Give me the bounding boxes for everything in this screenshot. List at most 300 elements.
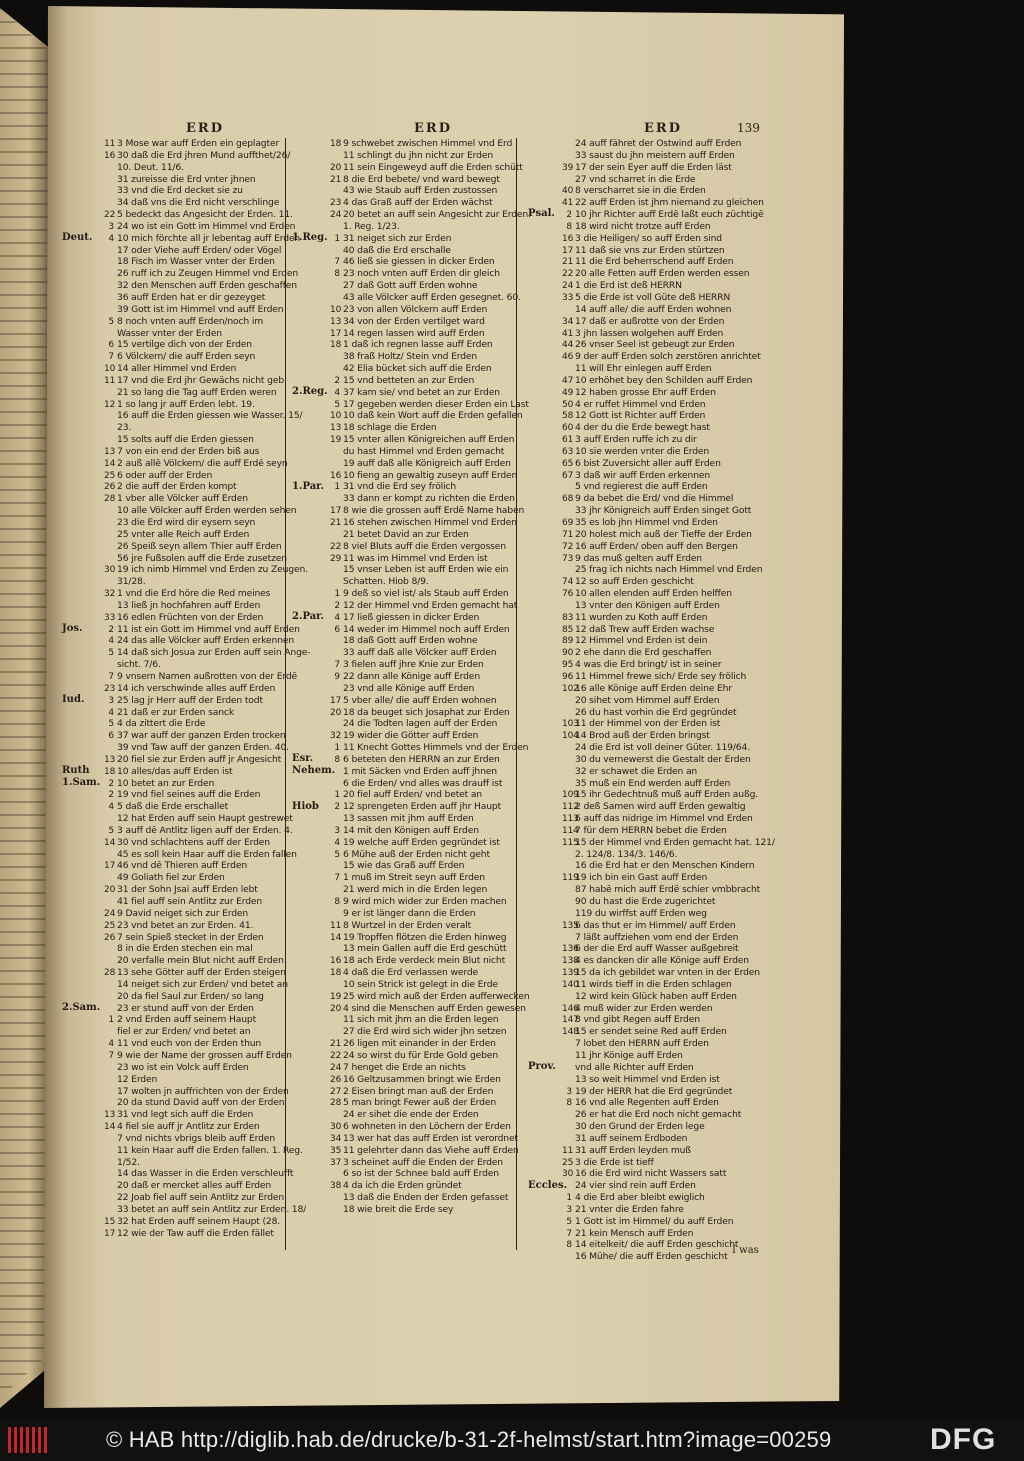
- entry-text: vnd alle Richter auff Erden: [575, 1061, 694, 1073]
- chapter-number: 30: [330, 1122, 342, 1133]
- index-entry: [104, 1145, 310, 1157]
- entry-text: 8 Wurtzel in der Erden veralt: [343, 919, 472, 931]
- entry-text: 1 die Erd ist deß HERRN: [575, 280, 682, 292]
- chapter-number: 73: [562, 553, 574, 564]
- entry-text: 4 fiel sie auff jr Antlitz zur Erden: [117, 1121, 260, 1133]
- index-entry: [330, 576, 531, 588]
- index-entry: [330, 813, 531, 825]
- index-entry: [562, 1109, 775, 1121]
- entry-text: 8 noch vnten auff Erden/noch im: [117, 315, 264, 327]
- index-entry: [330, 1168, 531, 1180]
- index-entry: [562, 304, 775, 316]
- entry-text: 20 daß er mercket alles auff Erden: [117, 1180, 272, 1192]
- index-entry: [562, 280, 775, 292]
- book-abbreviation: Hiob: [292, 800, 319, 812]
- entry-text: 17 wolten jn auffrichten von der Erden: [117, 1085, 289, 1097]
- chapter-number: 3: [334, 825, 340, 836]
- chapter-number: 6: [334, 624, 340, 635]
- entry-text: 26 ligen mit einander in der Erden: [343, 1038, 496, 1050]
- catchword: I was: [732, 1245, 759, 1256]
- entry-text: 21 vnter die Erden fahre: [575, 1203, 684, 1215]
- chapter-number: 4: [334, 837, 340, 848]
- index-entry: [330, 280, 531, 292]
- chapter-number: 1: [334, 743, 340, 754]
- chapter-number: 95: [562, 660, 574, 671]
- entry-text: 15 solts auff die Erden giessen: [117, 434, 254, 446]
- index-entry: [562, 576, 775, 588]
- index-entry: [330, 979, 531, 991]
- entry-text: 1. Reg. 1/23.: [343, 220, 400, 232]
- chapter-number: 9: [334, 671, 340, 682]
- running-head-col3: ERD: [644, 121, 682, 136]
- index-entry: [330, 872, 531, 884]
- entry-text: 6 beteten den HERRN an zur Erden: [343, 753, 500, 765]
- entry-text: 18 Fisch im Wasser vnter der Erden: [117, 256, 275, 268]
- chapter-number: 8: [334, 754, 340, 765]
- entry-text: 56 jre Fußsolen auff die Erde zusetzen: [117, 552, 287, 564]
- chapter-number: 60: [562, 423, 574, 434]
- chapter-number: 20: [330, 707, 342, 718]
- chapter-number: 8: [566, 1098, 572, 1109]
- entry-text: 23.: [117, 422, 132, 434]
- index-entry: [562, 1038, 775, 1050]
- entry-text: 8 die Erd bebete/ vnd ward bewegt: [343, 173, 500, 185]
- entry-text: 5 vber alle/ die auff Erden wohnen: [343, 694, 497, 706]
- entry-text: 16 alle Könige auff Erden deine Ehr: [575, 682, 732, 694]
- index-entry: [330, 1086, 531, 1098]
- chapter-number: 63: [562, 446, 574, 457]
- chapter-number: 114: [562, 825, 579, 836]
- chapter-number: 136: [562, 944, 579, 955]
- chapter-number: 12: [104, 399, 116, 410]
- entry-text: 3 auff Erden ruffe ich zu dir: [575, 434, 697, 446]
- index-column-1: [104, 138, 310, 1239]
- entry-text: 14 regen lassen wird auff Erden: [343, 327, 485, 339]
- entry-text: 24 vier sind rein auff Erden: [575, 1180, 696, 1192]
- entry-text: 10 alle Völcker auff Erden werden sehen: [117, 505, 297, 517]
- index-entry: [330, 387, 531, 399]
- book-abbreviation: 2.Sam.: [62, 1002, 101, 1014]
- chapter-number: 8: [334, 269, 340, 280]
- index-entry: [562, 1216, 775, 1228]
- index-entry: [330, 884, 531, 896]
- entry-text: 39 vnd Taw auff der ganzen Erden. 40.: [117, 742, 289, 754]
- index-entry: [104, 458, 310, 470]
- book-abbreviation: Nehem.: [292, 765, 336, 777]
- chapter-number: 27: [330, 1086, 342, 1097]
- index-entry: [562, 1062, 775, 1074]
- index-entry: [104, 363, 310, 375]
- entry-text: 25 frag ich nichts nach Himmel vnd Erden: [575, 564, 763, 576]
- entry-text: 4 das Graß auff der Erden wächst: [343, 197, 493, 209]
- chapter-number: 140: [562, 979, 579, 990]
- chapter-number: 26: [104, 932, 116, 943]
- entry-text: 30 du vernewerst die Gestalt der Erden: [575, 753, 751, 765]
- entry-text: 14 daß sich Josua zur Erden auff sein Ange-: [117, 647, 311, 659]
- index-entry: [330, 292, 531, 304]
- index-entry: [104, 979, 310, 991]
- entry-text: 41 fiel auff sein Antlitz zur Erden: [117, 896, 263, 907]
- chapter-number: 8: [566, 1240, 572, 1251]
- entry-text: 45 es soll kein Haar auff die Erden fallen: [117, 848, 297, 860]
- index-entry: [104, 541, 310, 553]
- entry-text: 20 fiel sie zur Erden auff jr Angesicht: [117, 753, 282, 765]
- entry-text: 39 Gott ist im Himmel vnd auff Erden: [117, 303, 284, 315]
- chapter-number: 5: [108, 825, 114, 836]
- entry-text: 11 Himmel frewe sich/ Erde sey frölich: [575, 670, 747, 682]
- chapter-number: 8: [334, 897, 340, 907]
- index-entry: [330, 766, 531, 778]
- chapter-number: 13: [104, 754, 116, 765]
- entry-text: 7 vnd nichts vbrigs bleib auff Erden: [117, 1132, 275, 1144]
- entry-text: 13 sassen mit jhm auff Erden: [343, 813, 474, 825]
- entry-text: 21 daß er zur Erden sanck: [117, 706, 234, 718]
- index-entry: [562, 1014, 775, 1026]
- entry-text: 12 Gott ist Richter auff Erden: [575, 410, 706, 422]
- index-entry: [562, 328, 775, 340]
- index-entry: [562, 683, 775, 695]
- index-entry: [562, 458, 775, 470]
- chapter-number: 23: [330, 198, 342, 209]
- index-entry: [330, 422, 531, 434]
- entry-text: 6 Mühe auß der Erden nicht geht: [343, 848, 490, 860]
- entry-text: 6 der die Erd auff Wasser außgebreit: [575, 943, 739, 955]
- entry-text: 4 daß die Erd verlassen werde: [343, 967, 479, 979]
- entry-text: sicht. 7/6.: [117, 659, 161, 671]
- entry-text: 4 was die Erd bringt/ ist in seiner: [575, 659, 722, 671]
- entry-text: 5 man bringt Fewer auß der Erden: [343, 1097, 496, 1109]
- entry-text: 19 vnd fiel seines auff die Erden: [117, 789, 261, 801]
- chapter-number: 18: [330, 139, 342, 149]
- chapter-number: 69: [562, 518, 574, 528]
- index-entry: [330, 789, 531, 801]
- entry-text: 34 von der Erden vertilget ward: [343, 315, 485, 327]
- chapter-number: 13: [104, 1110, 116, 1121]
- entry-text: 11 was im Himmel vnd Erden ist: [343, 552, 488, 564]
- entry-text: 37 war auff der ganzen Erden trocken: [117, 730, 286, 742]
- index-entry: [104, 185, 310, 197]
- entry-text: 10 daß kein Wort auff die Erden gefallen: [343, 410, 523, 422]
- chapter-number: 33: [562, 292, 574, 303]
- chapter-number: 8: [566, 221, 572, 232]
- entry-text: 19 ich bin ein Gast auff Erden: [575, 872, 708, 884]
- entry-text: 14 eitelkeit/ die auff Erden geschicht: [575, 1239, 739, 1251]
- running-head-col1: ERD: [186, 121, 224, 136]
- entry-text: 6 wohneten in den Löchern der Erden: [343, 1121, 511, 1133]
- index-entry: [104, 233, 310, 245]
- chapter-number: 96: [562, 671, 574, 682]
- index-entry: [104, 221, 310, 233]
- index-entry: [562, 1074, 775, 1086]
- entry-text: 49 Goliath fiel zur Erden: [117, 872, 225, 884]
- entry-text: 17 ließ giessen in dicker Erden: [343, 611, 480, 623]
- book-abbreviation: Ruth: [62, 765, 90, 777]
- entry-text: 1/52.: [117, 1156, 140, 1168]
- chapter-number: 2: [566, 210, 572, 221]
- chapter-number: 40: [562, 186, 574, 197]
- chapter-number: 135: [562, 920, 579, 931]
- chapter-number: 14: [330, 932, 342, 943]
- chapter-number: 4: [108, 707, 114, 718]
- chapter-number: 5: [108, 719, 114, 730]
- chapter-number: 17: [330, 506, 342, 517]
- index-entry: [562, 256, 775, 268]
- chapter-number: 41: [562, 198, 574, 209]
- entry-text: 12 so auff Erden geschicht: [575, 576, 694, 588]
- index-entry: [104, 280, 310, 292]
- entry-text: 15 er sendet seine Red auff Erden: [575, 1026, 727, 1038]
- chapter-number: 22: [330, 541, 342, 552]
- chapter-number: 147: [562, 1015, 579, 1026]
- entry-text: 6 bist Zuversicht aller auff Erden: [575, 457, 721, 469]
- entry-text: 11 schlingt du jhn nicht zur Erden: [343, 149, 493, 161]
- entry-text: 27 daß Gott auff Erden wohne: [343, 280, 478, 292]
- index-entry: [104, 399, 310, 411]
- chapter-number: 71: [562, 529, 574, 540]
- chapter-number: 3: [566, 1086, 572, 1097]
- chapter-number: 20: [104, 885, 116, 896]
- entry-text: 2 deß Samen wird auff Erden gewaltig: [575, 801, 746, 813]
- index-entry: [330, 434, 531, 446]
- entry-text: 19 wider die Götter auff Erden: [343, 730, 479, 742]
- entry-text: 11 kein Haar auff die Erden fallen. 1. Reg.: [117, 1144, 303, 1156]
- index-entry: [330, 505, 531, 517]
- index-entry: [562, 789, 775, 801]
- entry-text: 11 wurden zu Koth auff Erden: [575, 611, 708, 623]
- chapter-number: 11: [104, 375, 116, 386]
- index-entry: [562, 801, 775, 813]
- entry-text: 13 vnter den Königen auff Erden: [575, 599, 720, 611]
- index-entry: [562, 943, 775, 955]
- chapter-number: 104: [562, 731, 579, 742]
- entry-text: 31 auff seinem Erdboden: [575, 1132, 688, 1144]
- entry-text: 16 Geltzusammen bringt wie Erden: [343, 1073, 501, 1085]
- chapter-number: 4: [108, 636, 114, 647]
- index-entry: [562, 955, 775, 967]
- entry-text: 23 noch vnten auff Erden dir gleich: [343, 268, 500, 280]
- index-entry: [330, 553, 531, 565]
- index-entry: [330, 162, 531, 174]
- chapter-number: 5: [108, 648, 114, 659]
- entry-text: 4 da ich die Erden gründet: [343, 1180, 462, 1192]
- entry-text: 31/28.: [117, 576, 146, 588]
- entry-text: 23 wo ist ein Volck auff Erden: [117, 1061, 249, 1073]
- index-entry: [330, 150, 531, 162]
- index-entry: [104, 422, 310, 434]
- index-entry: [330, 1026, 531, 1038]
- chapter-number: 16: [104, 150, 116, 161]
- chapter-number: 1: [566, 1193, 572, 1204]
- entry-text: 20 betet an auff sein Angesicht zur Erden.: [343, 209, 531, 221]
- chapter-number: 1: [334, 233, 340, 244]
- chapter-number: 18: [330, 968, 342, 979]
- chapter-number: 21: [562, 257, 574, 268]
- entry-text: 14 weder im Himmel noch auff Erden: [343, 623, 510, 635]
- entry-text: 20 da fiel Saul zur Erden/ so lang: [117, 990, 264, 1002]
- chapter-number: 25: [562, 1157, 574, 1168]
- index-column-2: [330, 138, 531, 1216]
- entry-text: 12 Erden: [117, 1073, 158, 1085]
- index-entry: [330, 624, 531, 636]
- entry-text: 33 vnd die Erd decket sie zu: [117, 185, 243, 197]
- entry-text: 30 daß die Erd jhren Mund auffthet/26/: [117, 149, 291, 161]
- entry-text: 1 vnd die Erd höre die Red meines: [117, 588, 271, 600]
- index-entry: [330, 825, 531, 837]
- entry-text: 8 vnd gibt Regen auff Erden: [575, 1014, 700, 1026]
- index-entry: [104, 1086, 310, 1098]
- index-entry: [330, 754, 531, 766]
- copyright-url[interactable]: © HAB http://diglib.hab.de/drucke/b-31-2f-helmst/start.htm?image=00259: [106, 1427, 832, 1452]
- book-abbreviation: Iud.: [62, 693, 85, 705]
- chapter-number: 5: [334, 849, 340, 860]
- index-entry: [562, 138, 775, 150]
- index-entry: [562, 470, 775, 482]
- entry-text: 35 muß ein End werden auff Erden: [575, 777, 731, 789]
- chapter-number: 14: [104, 458, 116, 469]
- chapter-number: 13: [330, 423, 342, 434]
- index-entry: [330, 304, 531, 316]
- index-entry: [330, 1062, 531, 1074]
- index-entry: [330, 493, 531, 505]
- chapter-number: 32: [330, 731, 342, 742]
- chapter-number: 25: [104, 470, 116, 481]
- entry-text: 11 vnd euch von der Erden thun: [117, 1038, 262, 1050]
- index-entry: [104, 825, 310, 837]
- index-entry: [104, 1168, 310, 1180]
- chapter-number: 17: [330, 328, 342, 339]
- entry-text: 19 ich nimb Himmel vnd Erden zu Zeugen.: [117, 564, 308, 576]
- chapter-number: 28: [104, 968, 116, 979]
- index-entry: [330, 600, 531, 612]
- index-entry: [104, 1121, 310, 1133]
- chapter-number: 38: [330, 1181, 342, 1192]
- chapter-number: 20: [330, 1003, 342, 1014]
- entry-text: 6 so ist der Schnee bald auff Erden: [343, 1168, 499, 1180]
- chapter-number: 65: [562, 458, 574, 469]
- index-entry: [562, 493, 775, 505]
- index-entry: [330, 837, 531, 849]
- entry-text: 14 auff alle/ die auff Erden wohnen: [575, 303, 732, 315]
- index-entry: [330, 375, 531, 387]
- entry-text: 1 daß ich regnen lasse auff Erden: [343, 339, 493, 351]
- index-entry: [104, 908, 310, 920]
- entry-text: 3 auff dē Antlitz ligen auff der Erden. 4.: [117, 824, 293, 836]
- entry-text: 31 der Sohn Jsai auff Erden lebt: [117, 884, 258, 896]
- index-entry: [104, 304, 310, 316]
- index-entry: [104, 1014, 310, 1026]
- chapter-number: 109: [562, 790, 579, 801]
- chapter-number: 13: [104, 446, 116, 457]
- index-entry: [104, 647, 310, 659]
- index-entry: [330, 1192, 531, 1204]
- index-entry: [330, 351, 531, 363]
- index-entry: [330, 612, 531, 624]
- entry-text: 31 vnd legt sich auff die Erden: [117, 1109, 254, 1121]
- entry-text: 13 wer hat das auff Erden ist verordnet: [343, 1132, 518, 1144]
- chapter-number: 115: [562, 837, 579, 848]
- chapter-number: 39: [562, 162, 574, 173]
- entry-text: 8 viel Bluts auff die Erden vergossen: [343, 540, 506, 552]
- chapter-number: 22: [104, 210, 116, 221]
- index-entry: [104, 943, 310, 955]
- entry-text: 14 ich verschwinde alles auff Erden: [117, 682, 276, 694]
- index-entry: [104, 256, 310, 268]
- chapter-number: 44: [562, 340, 574, 351]
- entry-text: 23 von allen Völckern auff Erden: [343, 303, 488, 315]
- entry-text: 22 auff Erden ist jhm niemand zu gleichen: [575, 197, 764, 209]
- chapter-number: 113: [562, 814, 579, 825]
- index-entry: [562, 1097, 775, 1109]
- index-entry: [104, 268, 310, 280]
- entry-text: 5 bedeckt das Angesicht der Erden. 11.: [117, 209, 293, 221]
- entry-text: 6 auff das nidrige im Himmel vnd Erden: [575, 813, 753, 825]
- entry-text: 5 vnd regierest die auff Erden: [575, 481, 708, 493]
- index-entry: [104, 339, 310, 351]
- index-entry: [330, 1180, 531, 1192]
- entry-text: 119 du wirffst auff Erden weg: [575, 907, 707, 919]
- chapter-number: 20: [330, 162, 342, 173]
- book-abbreviation: Jos.: [62, 622, 83, 634]
- index-entry: [104, 1026, 310, 1038]
- entry-text: 16 edlen Früchten von der Erden: [117, 611, 264, 623]
- index-entry: [562, 1192, 775, 1204]
- entry-text: 3 scheinet auff die Enden der Erden: [343, 1156, 503, 1168]
- chapter-number: 1: [334, 589, 340, 600]
- chapter-number: 34: [330, 1133, 342, 1144]
- index-entry: [104, 695, 310, 707]
- entry-text: fiel er zur Erden/ vnd betet an: [117, 1026, 251, 1038]
- index-entry: [330, 1145, 531, 1157]
- index-entry: [330, 778, 531, 790]
- index-entry: [562, 813, 775, 825]
- chapter-number: 1: [334, 790, 340, 801]
- entry-text: 40 daß die Erd erschalle: [343, 244, 451, 256]
- index-entry: [104, 778, 310, 790]
- entry-text: 15 vnter allen Königreichen auff Erden: [343, 434, 515, 446]
- entry-text: 14 mit den Königen auff Erden: [343, 824, 479, 836]
- chapter-number: 3: [108, 695, 114, 706]
- chapter-number: 7: [334, 660, 340, 671]
- index-entry: [562, 1003, 775, 1015]
- index-entry: [104, 600, 310, 612]
- index-entry: [562, 766, 775, 778]
- entry-text: 9 wird mich wider zur Erden machen: [343, 896, 507, 907]
- chapter-number: 35: [330, 1145, 342, 1156]
- index-entry: [104, 813, 310, 825]
- index-entry: [562, 292, 775, 304]
- entry-text: 8 wie die grossen auff Erdē Name haben: [343, 505, 525, 517]
- chapter-number: 30: [562, 1169, 574, 1180]
- chapter-number: 16: [330, 470, 342, 481]
- entry-text: 18 ach Erde verdeck mein Blut nicht: [343, 955, 506, 967]
- index-entry: [330, 920, 531, 932]
- entry-text: 12 Himmel vnd Erden ist dein: [575, 635, 708, 647]
- index-entry: [562, 612, 775, 624]
- entry-text: 35 es lob jhn Himmel vnd Erden: [575, 517, 718, 528]
- index-entry: [562, 233, 775, 245]
- entry-text: 33 dann er kompt zu richten die Erden: [343, 493, 515, 505]
- entry-text: 12 wird kein Glück haben auff Erden: [575, 990, 737, 1002]
- entry-text: 21 betet David an zur Erden: [343, 528, 469, 540]
- entry-text: 30 den Grund der Erden lege: [575, 1121, 705, 1133]
- chapter-number: 3: [566, 1204, 572, 1215]
- index-entry: [562, 221, 775, 233]
- entry-text: 26 du hast vorhin die Erd gegründet: [575, 706, 737, 718]
- index-entry: [562, 1145, 775, 1157]
- entry-text: 25 wird mich auß der Erden aufferwecken: [343, 990, 530, 1002]
- entry-text: 20 sihet vom Himmel auff Erden: [575, 694, 720, 706]
- index-entry: [330, 991, 531, 1003]
